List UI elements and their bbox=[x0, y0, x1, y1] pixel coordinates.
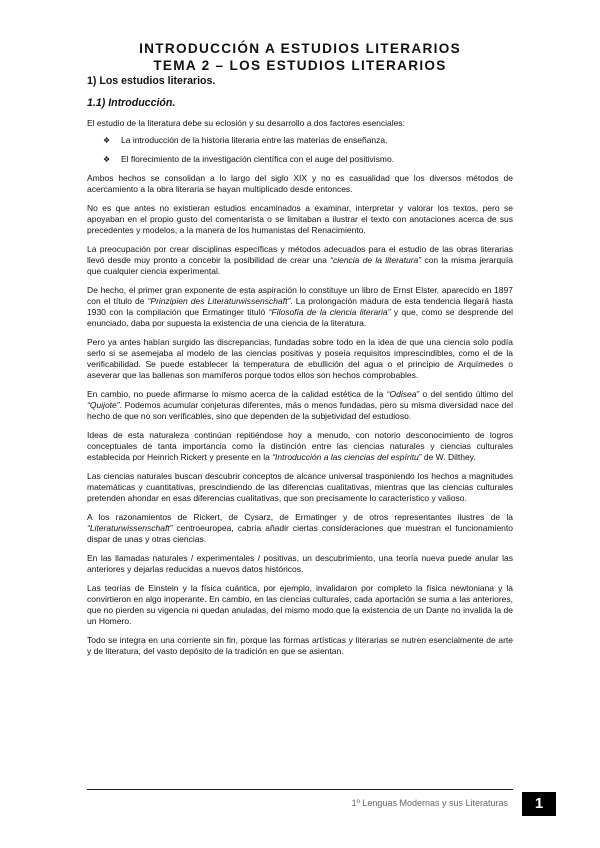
text-run: con la misma jerarquía que cualquier ciencia experimental. bbox=[87, 255, 513, 276]
italic-title: “Introducción a las ciencias del espíritu” bbox=[272, 452, 422, 462]
footer-divider bbox=[87, 789, 513, 790]
italic-title: “ciencia de la literatura” bbox=[330, 255, 422, 265]
paragraph-4 bbox=[87, 285, 513, 329]
text-run: En cambio, no puede afirmarse lo mismo acerca de la calidad estética de la bbox=[87, 389, 387, 399]
text-run: centroeuropea, cabría añadir ciertas consideraciones que muestran el funcionamiento dispar de unas y otras ciencias. bbox=[87, 523, 513, 544]
paragraph-8: Las ciencias naturales buscan descubrir conceptos de alcance universal trasponiendo los hechos a magnitudes matemáticas y cuantitativas, prescindiendo de las diferencias cualitativas, mientras que las ciencias culturales pretenden ahondar en esas diferencias cualitativas, que son precisamente lo característico y valioso. bbox=[87, 471, 513, 503]
paragraph-3 bbox=[87, 244, 513, 277]
text-run: A los razonamientos de Rickert, de Cysarz, de Ermatinger y de otros representantes ilustres de la bbox=[87, 512, 513, 522]
diamond-bullet-icon: ❖ bbox=[103, 136, 111, 145]
italic-title: “Literaturwissenschaft” bbox=[87, 523, 173, 533]
text-run: . Podemos acumular conjeturas diferentes, más o menos fundadas, pero su misma diversidad nace del hecho de que no son verificables, sino que dependen de la subjetividad del estudioso. bbox=[87, 400, 513, 421]
list-item-text: La introducción de la historia literaria entre las materias de enseñanza. bbox=[121, 135, 388, 145]
text-run: o del sentido último del bbox=[419, 389, 513, 399]
title-line-1: INTRODUCCIÓN A ESTUDIOS LITERARIOS bbox=[139, 41, 461, 56]
list-item bbox=[87, 154, 513, 165]
paragraph-5: Pero ya antes habían surgido las discrepancias, fundadas sobre todo en la idea de que una ciencia solo podía serlo si se asemejaba al modelo de las ciencias positivas y poseía requisitos imprescindibles, como el de la verificabilidad. Se puede establecer la temperatura de ebullición del agua o el principio de Arquímedes o aseverar que las ballenas son mamíferos porque todos ellos son hechos comprobables. bbox=[87, 337, 513, 380]
text-run: La preocupación por crear disciplinas específicas y métodos adecuados para el estudio de las obras literarias llevó desde muy pronto a concebir la posibilidad de crear una bbox=[87, 244, 513, 265]
intro-paragraph: El estudio de la literatura debe su eclosión y su desarrollo a dos factores esenciales: bbox=[87, 118, 405, 128]
subsection-heading: 1.1) Introducción. bbox=[87, 97, 176, 109]
factor-list bbox=[87, 135, 513, 165]
title-line-2: TEMA 2 – LOS ESTUDIOS LITERARIOS bbox=[153, 58, 447, 73]
paragraph-2: No es que antes no existieran estudios encaminados a examinar, interpretar y valorar los textos, pero se apoyaban en el propio gusto del comentarista o se limitaban a ilustrar el texto con anotaciones acerca de sus precedentes y modelos, a la manera de los humanistas del Renacimiento. bbox=[87, 203, 513, 235]
paragraph-7 bbox=[87, 430, 513, 463]
text-run: y que, como se desprende del enunciado, daba por supuesta la existencia de una ciencia de la literatura. bbox=[87, 307, 513, 328]
text-run: Ideas de esta naturaleza continúan repitiéndose hoy a menudo, con notorio desconocimiento de logros conceptuales de tanta importancia como la distinción entre las ciencias naturales y ciencias culturales establecida por Heinrich Rickert y presente en la bbox=[87, 430, 513, 462]
paragraph-1: Ambos hechos se consolidan a lo largo del siglo XIX y no es casualidad que los diversos métodos de acercamiento a la obra literaria se hayan multiplicado desde entonces. bbox=[87, 173, 513, 194]
page-number-badge: 1 bbox=[522, 792, 556, 816]
list-item-text: El florecimiento de la investigación científica con el auge del positivismo. bbox=[121, 154, 395, 164]
list-item bbox=[87, 135, 513, 146]
text-run: . La prolongación madura de esta tendencia llegará hasta 1930 con la compilación que Ermatinger tituló bbox=[87, 296, 513, 317]
italic-title: “Odisea” bbox=[386, 389, 420, 399]
paragraph-6 bbox=[87, 389, 513, 422]
text-run: De hecho, el primer gran exponente de esta aspiración lo constituye un libro de Ernst Elster, aparecido en 1897 con el título de bbox=[87, 285, 513, 306]
document-title bbox=[87, 40, 513, 74]
italic-title: “Filosofía de la ciencia literaria” bbox=[268, 307, 391, 317]
section-heading: 1) Los estudios literarios. bbox=[87, 75, 216, 87]
paragraph-12: Todo se integra en una corriente sin fin, porque las formas artísticas y literarias se nutren esencialmente de arte y de literatura, del vasto depósito de la tradición en que se asientan. bbox=[87, 635, 513, 656]
paragraph-11: Las teorías de Einstein y la física cuántica, por ejemplo, invalidaron por completo la física newtoniana y la convirtieron en algo inoperante. En cambio, en las ciencias culturales, cada aportación se suma a las anteriores, que no pierden su vigencia ni quedan anuladas, del mismo modo que la existencia de un Dante no invalida la de un Homero. bbox=[87, 583, 513, 626]
italic-title: “Prinzipien des Literaturwissenschaft” bbox=[147, 296, 291, 306]
page-content bbox=[87, 40, 513, 665]
diamond-bullet-icon: ❖ bbox=[103, 155, 111, 164]
paragraph-9 bbox=[87, 512, 513, 545]
footer-course-label: 1º Lenguas Modernas y sus Literaturas bbox=[351, 798, 508, 808]
text-run: de W. Dilthey. bbox=[421, 452, 476, 462]
italic-title: “Quijote” bbox=[87, 400, 120, 410]
paragraph-10: En las llamadas naturales / experimentales / positivas, un descubrimiento, una teoría nueva puede anular las anteriores y dejarlas reducidas a nuevos datos históricos. bbox=[87, 553, 513, 574]
